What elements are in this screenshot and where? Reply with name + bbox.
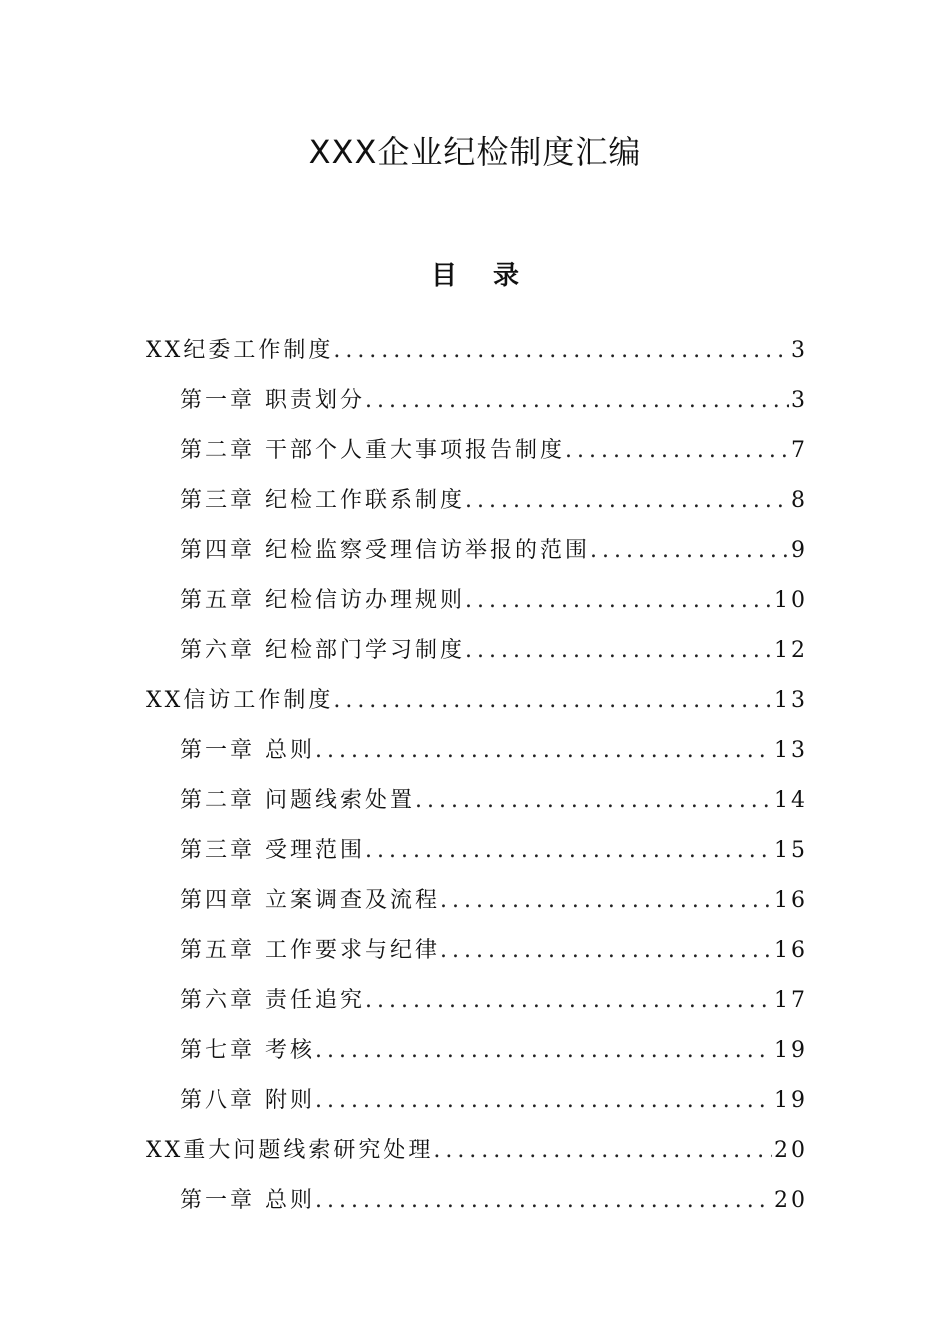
table-of-contents <box>146 328 808 1228</box>
toc-leader-dots <box>365 378 789 424</box>
toc-entry[interactable] <box>146 1128 808 1178</box>
toc-entry[interactable] <box>146 978 808 1028</box>
toc-heading: 目录 <box>430 261 555 291</box>
toc-leader-dots <box>365 828 772 874</box>
toc-entry-label: 第六章 纪检部门学习制度 <box>180 638 465 663</box>
toc-leader-dots <box>315 1078 772 1124</box>
toc-entry[interactable] <box>146 428 808 478</box>
toc-entry[interactable] <box>146 728 808 778</box>
toc-entry[interactable] <box>146 328 808 378</box>
toc-entry-page: 9 <box>791 538 808 563</box>
toc-entry[interactable] <box>146 828 808 878</box>
toc-entry-page: 17 <box>774 988 808 1013</box>
toc-leader-dots <box>465 478 789 524</box>
toc-entry-label: 第三章 纪检工作联系制度 <box>180 488 465 513</box>
toc-entry-label: 第六章 责任追究 <box>180 988 365 1013</box>
toc-entry[interactable] <box>146 578 808 628</box>
toc-entry-label: 第五章 纪检信访办理规则 <box>180 588 465 613</box>
toc-entry-label: XX重大问题线索研究处理 <box>146 1138 434 1163</box>
toc-leader-dots <box>415 778 772 824</box>
toc-entry-label: 第四章 立案调查及流程 <box>180 888 440 913</box>
toc-leader-dots <box>315 1178 772 1224</box>
toc-entry-label: 第一章 职责划分 <box>180 388 365 413</box>
toc-entry-label: XX纪委工作制度 <box>146 338 334 363</box>
toc-entry-label: 第八章 附则 <box>180 1088 315 1113</box>
toc-entry-page: 7 <box>791 438 808 463</box>
toc-leader-dots <box>440 878 772 924</box>
toc-entry-page: 14 <box>774 788 808 813</box>
toc-entry[interactable] <box>146 1028 808 1078</box>
toc-leader-dots <box>590 528 789 574</box>
toc-entry-page: 12 <box>774 638 808 663</box>
toc-entry-page: 20 <box>774 1188 808 1213</box>
toc-entry-page: 19 <box>774 1088 808 1113</box>
toc-entry-page: 15 <box>774 838 808 863</box>
toc-entry[interactable] <box>146 1178 808 1228</box>
toc-leader-dots <box>465 578 772 624</box>
toc-entry[interactable] <box>146 928 808 978</box>
toc-entry[interactable] <box>146 478 808 528</box>
toc-entry-page: 16 <box>774 888 808 913</box>
toc-entry-page: 10 <box>774 588 808 613</box>
toc-entry[interactable] <box>146 628 808 678</box>
toc-entry-page: 8 <box>791 488 808 513</box>
document-title: XXX企业纪检制度汇编 <box>308 133 642 171</box>
toc-leader-dots <box>433 1128 772 1174</box>
toc-entry-page: 13 <box>774 738 808 763</box>
toc-entry-label: 第七章 考核 <box>180 1038 315 1063</box>
toc-leader-dots <box>315 728 772 774</box>
toc-entry-page: 3 <box>791 388 808 413</box>
toc-entry-page: 13 <box>774 688 808 713</box>
toc-entry[interactable] <box>146 378 808 428</box>
toc-entry-label: 第二章 干部个人重大事项报告制度 <box>180 438 565 463</box>
toc-entry[interactable] <box>146 1078 808 1128</box>
toc-entry-label: 第一章 总则 <box>180 738 315 763</box>
toc-leader-dots <box>365 978 772 1024</box>
toc-entry[interactable] <box>146 778 808 828</box>
toc-leader-dots <box>440 928 772 974</box>
toc-entry-label: 第二章 问题线索处置 <box>180 788 415 813</box>
toc-entry-label: 第一章 总则 <box>180 1188 315 1213</box>
toc-entry-page: 19 <box>774 1038 808 1063</box>
toc-entry-page: 16 <box>774 938 808 963</box>
toc-leader-dots <box>333 328 789 374</box>
toc-entry-page: 20 <box>774 1138 808 1163</box>
toc-entry-label: 第五章 工作要求与纪律 <box>180 938 440 963</box>
toc-entry-label: 第三章 受理范围 <box>180 838 365 863</box>
toc-entry[interactable] <box>146 678 808 728</box>
toc-entry-label: XX信访工作制度 <box>146 688 334 713</box>
toc-entry[interactable] <box>146 878 808 928</box>
toc-leader-dots <box>565 428 789 474</box>
toc-entry[interactable] <box>146 528 808 578</box>
toc-entry-label: 第四章 纪检监察受理信访举报的范围 <box>180 538 590 563</box>
toc-leader-dots <box>465 628 772 674</box>
toc-leader-dots <box>333 678 772 724</box>
toc-leader-dots <box>315 1028 772 1074</box>
toc-entry-page: 3 <box>791 338 808 363</box>
